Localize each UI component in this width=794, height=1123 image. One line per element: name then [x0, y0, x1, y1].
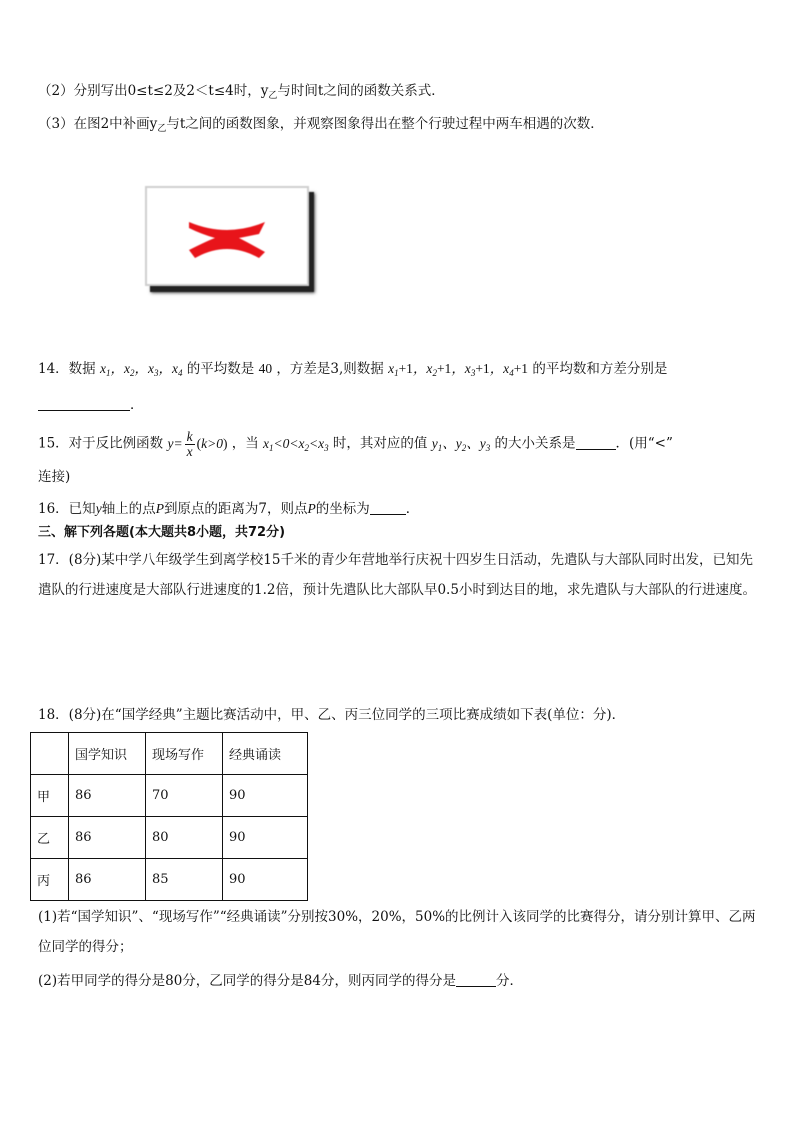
- q13-part2: [38, 80, 445, 107]
- y-subscript: 乙: [268, 91, 278, 101]
- q15-line: [38, 430, 673, 459]
- table-header-cell: 国学知识: [69, 733, 146, 775]
- q15-text-d: 的大小关系是: [494, 435, 576, 452]
- y-axis-var: y: [95, 501, 102, 516]
- point-p: P: [155, 501, 164, 516]
- q15-answer-blank[interactable]: [576, 435, 616, 450]
- table-cell: 80: [146, 817, 223, 859]
- x-variables: $x_1$，$x_2$，$x_3$，$x_4$: [99, 361, 183, 378]
- q15-text-a: 15．对于反比例函数: [38, 435, 164, 452]
- table-cell: 90: [223, 859, 308, 901]
- y-subscript: 乙: [157, 124, 167, 134]
- red-x-icon: [147, 188, 307, 284]
- q14-end: ．: [130, 397, 144, 413]
- broken-image-icon: [145, 186, 309, 286]
- q14-text-a: 14．数据: [38, 361, 96, 377]
- section-heading: 三、解下列各题(本大题共8小题，共72分): [38, 525, 286, 540]
- q14-answer-line: [38, 394, 144, 416]
- q15-text-e: ．(用“<”: [615, 435, 673, 452]
- q14-line: [38, 358, 667, 384]
- q14-answer-blank[interactable]: [38, 396, 130, 411]
- table-row: [31, 817, 308, 859]
- q13-part2-end: 与时间t之间的函数关系式．: [277, 83, 445, 99]
- table-cell: 乙: [31, 817, 69, 859]
- q18-part2: [38, 970, 523, 992]
- q14-text-c: ，方差是: [276, 361, 331, 377]
- table-cell: 丙: [31, 859, 69, 901]
- q16-end: ．: [405, 501, 420, 517]
- table-header-row: [31, 733, 308, 775]
- q16-line: [38, 498, 419, 520]
- table-cell: 86: [69, 775, 146, 817]
- table-cell: 86: [69, 859, 146, 901]
- table-row: [31, 775, 308, 817]
- table-header-cell: 经典诵读: [223, 733, 308, 775]
- table-cell: 90: [223, 817, 308, 859]
- q14-text-d: 则数据: [343, 361, 384, 377]
- q16-text-a: 16．已知: [38, 501, 96, 517]
- score-table: [30, 732, 308, 901]
- q14-text-e: 的平均数和方差分别是: [532, 361, 668, 377]
- point-p: P: [307, 501, 316, 516]
- q18-part2-end: 分．: [495, 973, 523, 989]
- q15-text-b: ，当: [231, 435, 259, 452]
- x-order: $x_1<0<x_2<x_3$: [263, 435, 329, 453]
- inverse-function: y= $\frac{k}{x}$ (k>0): [167, 429, 228, 459]
- q15-text-f: 连接): [38, 469, 71, 485]
- q14-variance: 3,: [330, 361, 344, 377]
- q16-text-d: 的坐标为: [315, 501, 370, 517]
- table-header-cell: 现场写作: [146, 733, 223, 775]
- q18-part2-text: (2)若甲同学的得分是80分，乙同学的得分是84分，则丙同学的得分是: [38, 973, 456, 989]
- table-cell: 90: [223, 775, 308, 817]
- q15-line2: [38, 466, 70, 488]
- q18-intro: 18．(8分)在“国学经典”主题比赛活动中，甲、乙、丙三位同学的三项比赛成绩如下表(单位：分)．: [38, 707, 626, 723]
- table-cell: 86: [69, 817, 146, 859]
- q14-mean: 40: [258, 361, 273, 376]
- table-cell: 85: [146, 859, 223, 901]
- q13-part3-text: （3）在图2中补画y: [38, 116, 158, 132]
- table-header-cell: [31, 733, 69, 775]
- q18-part1: (1)若“国学知识”、“现场写作”“经典诵读”分别按30%，20%，50%的比例计入该同学的比赛得分，请分别计算甲、乙两位同学的得分；: [38, 909, 756, 955]
- table-row: [31, 859, 308, 901]
- q18-answer-blank[interactable]: [456, 972, 496, 987]
- y-values: $y_1$、$y_2$、$y_3$: [431, 435, 491, 453]
- q14-text-b: 的平均数是: [186, 361, 255, 377]
- q13-part3-end: 与t之间的函数图象，并观察图象得出在整个行驶过程中两车相遇的次数．: [166, 116, 604, 132]
- x-plus-one-variables: $x_1+1$，$x_2+1$，$x_3+1$，$x_4+1$: [388, 361, 529, 378]
- q16-text-b: 轴上的点: [101, 501, 156, 517]
- q13-part2-text: （2）分别写出0≤t≤2及2＜t≤4时，y: [38, 83, 269, 99]
- table-cell: 70: [146, 775, 223, 817]
- q15-text-c: 时，其对应的值: [332, 435, 428, 452]
- q13-part3: [38, 113, 604, 140]
- q16-answer-blank[interactable]: [370, 500, 406, 515]
- table-cell: 甲: [31, 775, 69, 817]
- q17-text: 17．(8分)某中学八年级学生到离学校15千米的青少年营地举行庆祝十四岁生日活动，先遣队与大部队同时出发，已知先遣队的行进速度是大部队行进速度的1.2倍，预计先遣队比大部队早0.5小时到达目的地，求先遣队与大部队的行进速度。: [38, 552, 756, 598]
- q16-text-c: 到原点的距离为7，则点: [163, 501, 308, 517]
